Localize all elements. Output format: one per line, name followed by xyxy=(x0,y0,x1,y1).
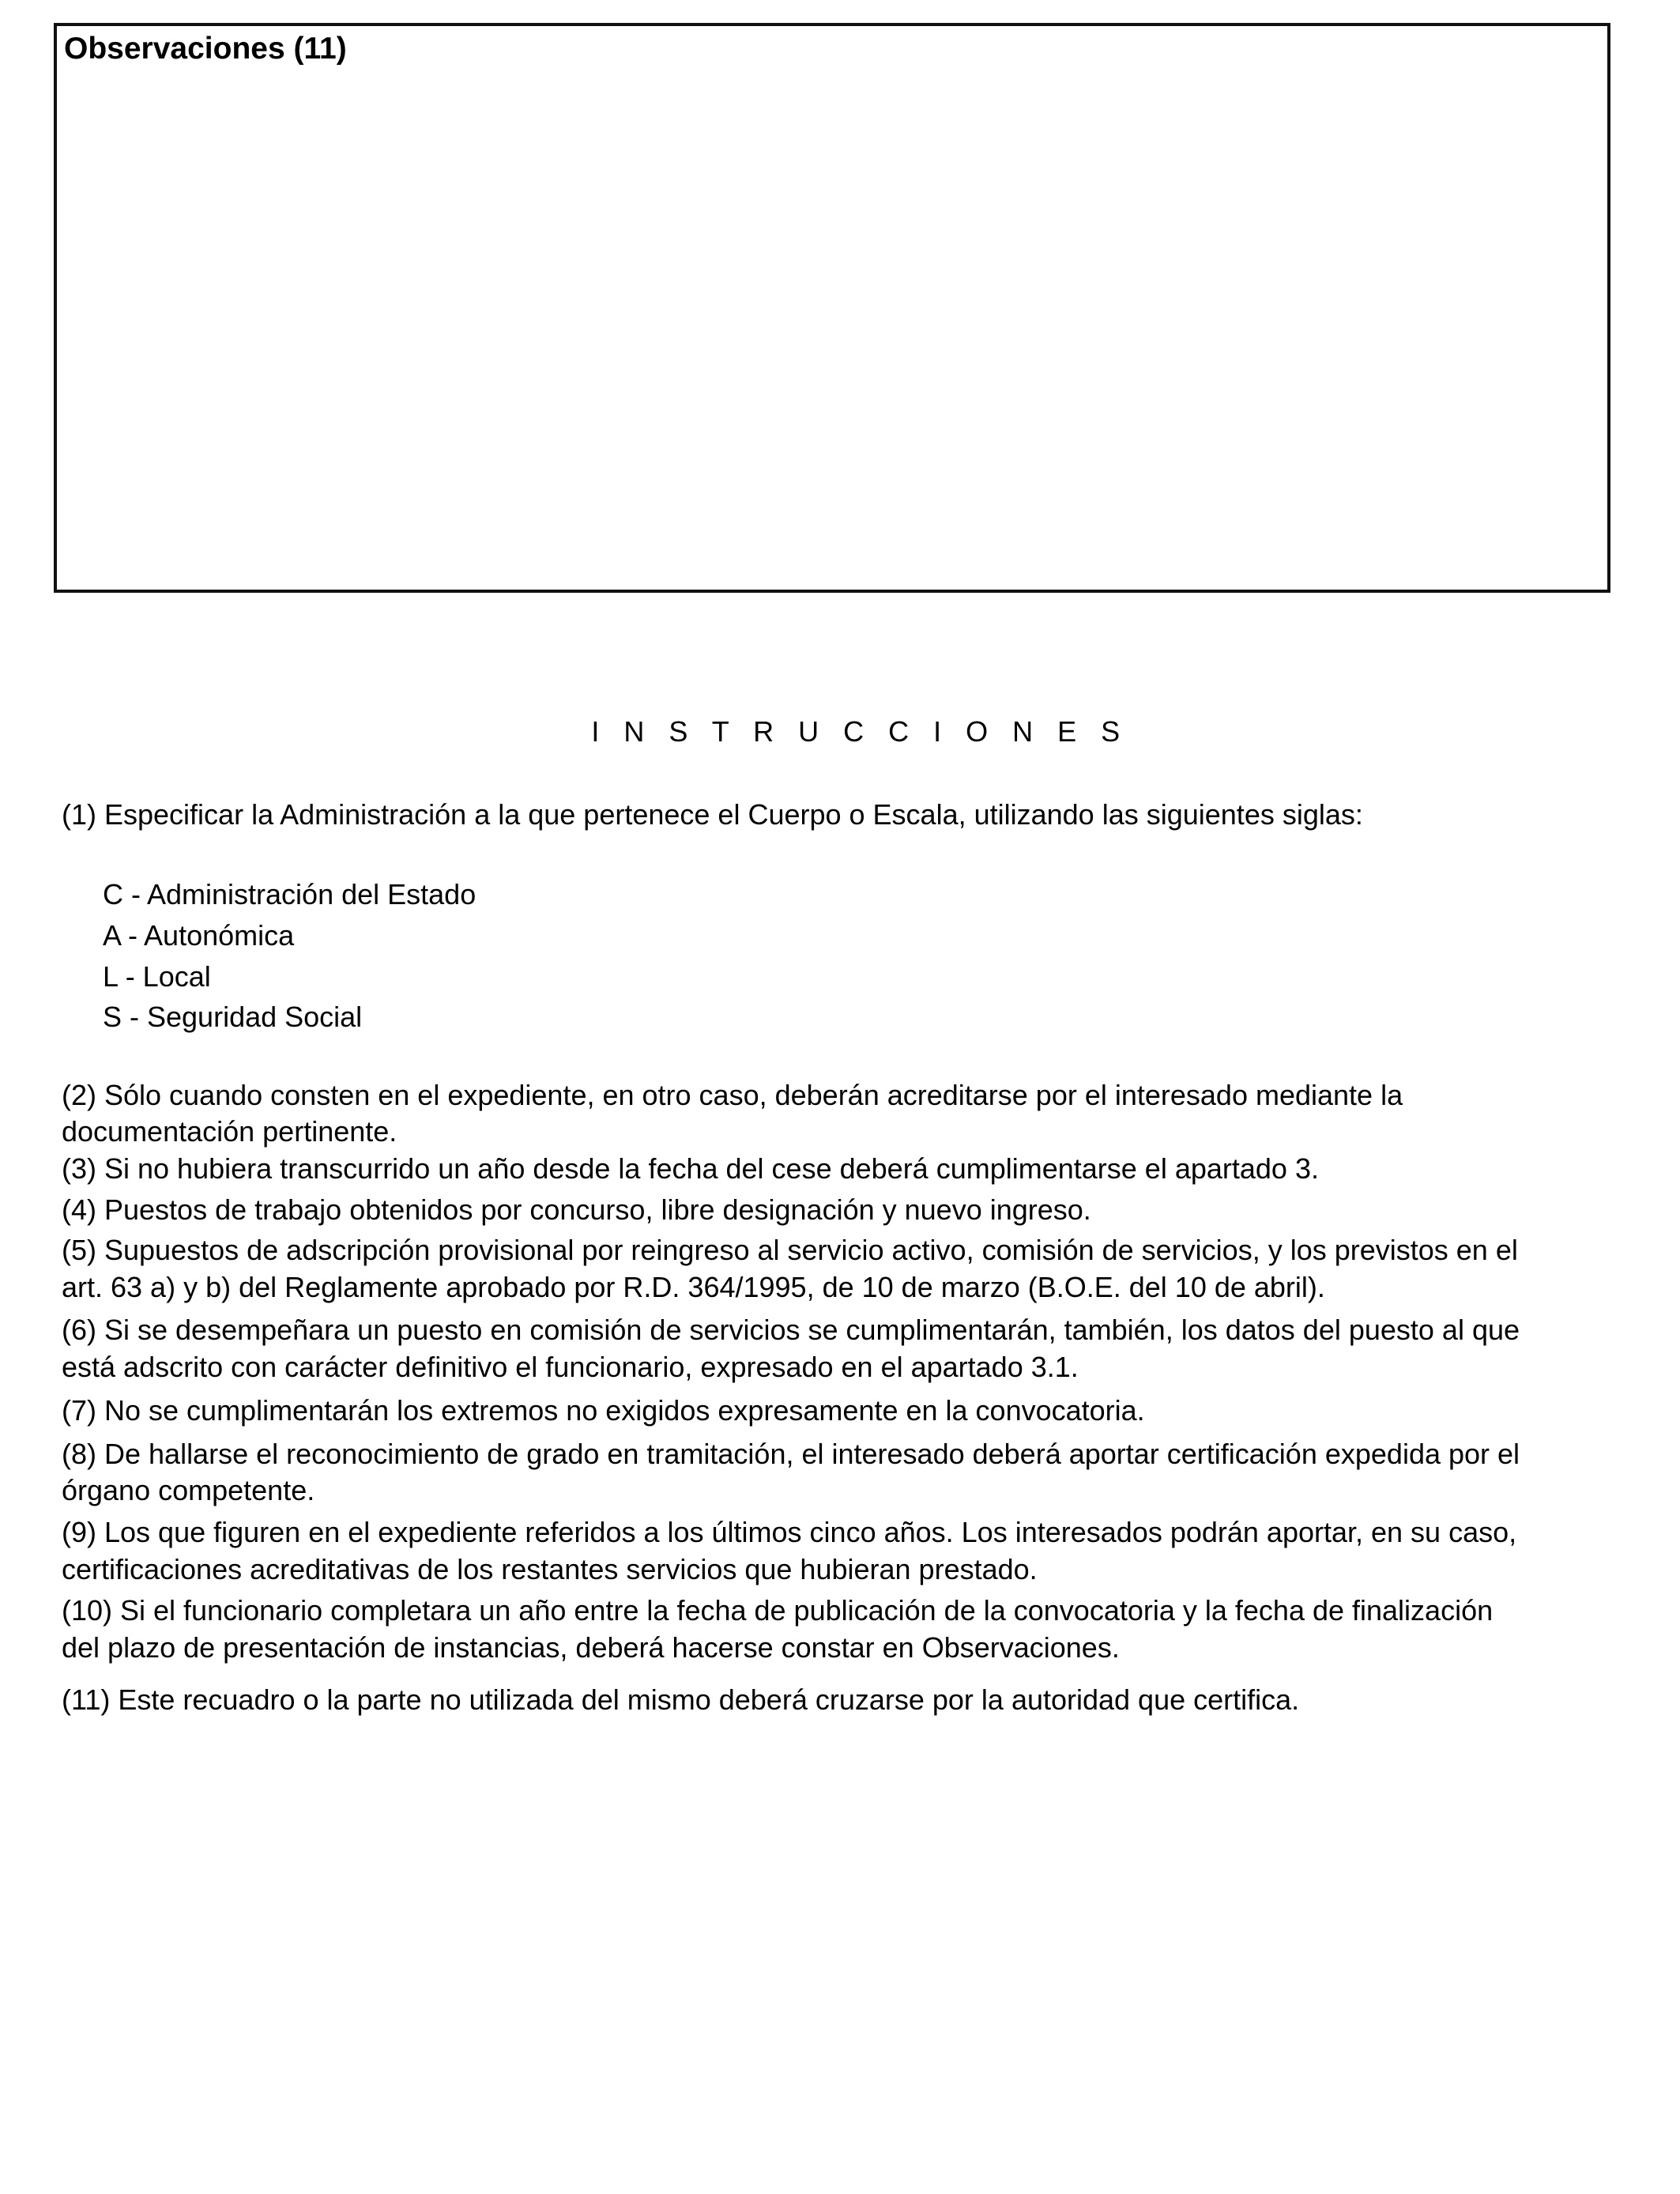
instruction-6-line-2: está adscrito con carácter definitivo el funcionario, expresado en el apartado 3.1. xyxy=(62,1351,1079,1383)
instruction-2-line-2: documentación pertinente. xyxy=(62,1115,397,1148)
instruction-5-line-1: (5) Supuestos de adscripción provisional por reingreso al servicio activo, comisión de servicios, y los previstos en el xyxy=(62,1234,1518,1266)
sigla-l: L - Local xyxy=(103,960,211,993)
observaciones-box xyxy=(54,23,1610,593)
instruction-7: (7) No se cumplimentarán los extremos no exigidos expresamente en la convocatoria. xyxy=(62,1394,1145,1427)
instruction-1: (1) Especificar la Administración a la que pertenece el Cuerpo o Escala, utilizando las siguientes siglas: xyxy=(62,798,1363,831)
sigla-a: A - Autonómica xyxy=(103,919,295,952)
instruction-10-line-1: (10) Si el funcionario completara un año entre la fecha de publicación de la convocatoria y la fecha de finalización xyxy=(62,1594,1494,1627)
observaciones-title: Observaciones (11) xyxy=(64,32,347,66)
instruction-2-line-1: (2) Sólo cuando consten en el expediente, en otro caso, deberán acreditarse por el interesado mediante la xyxy=(62,1079,1403,1111)
instruction-8-line-2: órgano competente. xyxy=(62,1474,315,1506)
instruction-4: (4) Puestos de trabajo obtenidos por concurso, libre designación y nuevo ingreso. xyxy=(62,1193,1091,1226)
instruction-9-line-1: (9) Los que figuren en el expediente referidos a los últimos cinco años. Los interesados podrán aportar, en su caso, xyxy=(62,1516,1517,1548)
instruction-3: (3) Si no hubiera transcurrido un año desde la fecha del cese deberá cumplimentarse el apartado 3. xyxy=(62,1152,1319,1185)
instruction-9-line-2: certificaciones acreditativas de los restantes servicios que hubieran prestado. xyxy=(62,1553,1038,1585)
sigla-c: C - Administración del Estado xyxy=(103,878,477,910)
instruction-5-line-2: art. 63 a) y b) del Reglamente aprobado por R.D. 364/1995, de 10 de marzo (B.O.E. del 10 de abril). xyxy=(62,1271,1325,1303)
instruction-6-line-1: (6) Si se desempeñara un puesto en comisión de servicios se cumplimentarán, también, los datos del puesto al que xyxy=(62,1314,1520,1346)
instruction-8-line-1: (8) De hallarse el reconocimiento de grado en tramitación, el interesado deberá aportar certificación expedida por el xyxy=(62,1438,1520,1470)
sigla-s: S - Seguridad Social xyxy=(103,1001,363,1033)
instruction-11: (11) Este recuadro o la parte no utilizada del mismo deberá cruzarse por la autoridad que certifica. xyxy=(62,1683,1300,1716)
instrucciones-heading: I N S T R U C C I O N E S xyxy=(591,715,1128,748)
instruction-10-line-2: del plazo de presentación de instancias, deberá hacerse constar en Observaciones. xyxy=(62,1631,1120,1664)
